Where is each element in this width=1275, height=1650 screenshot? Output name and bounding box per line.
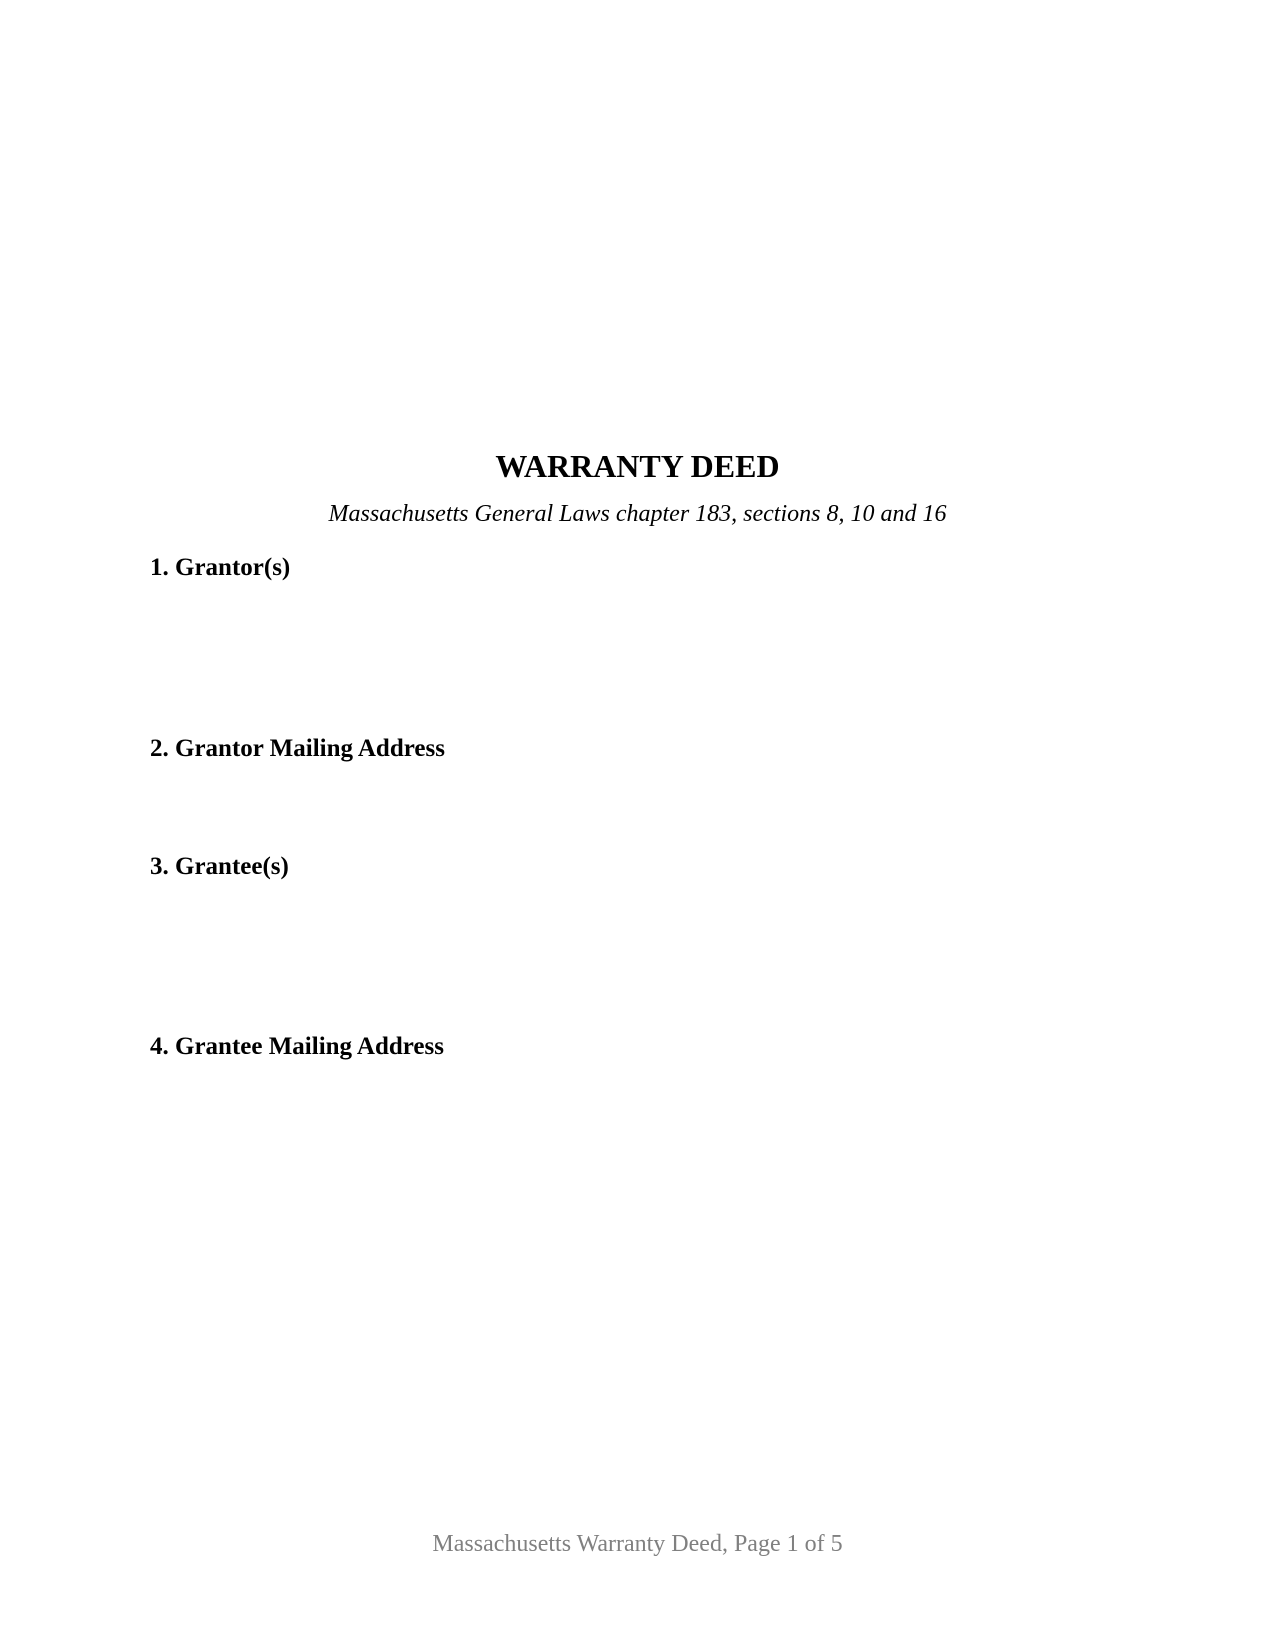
section-heading-grantors: 1. Grantor(s) bbox=[150, 554, 291, 581]
section-heading-grantor-mailing-address: 2. Grantor Mailing Address bbox=[150, 735, 445, 762]
section-heading-grantees: 3. Grantee(s) bbox=[150, 853, 289, 880]
document-subtitle: Massachusetts General Laws chapter 183, sections 8, 10 and 16 bbox=[328, 501, 947, 527]
page-footer: Massachusetts Warranty Deed, Page 1 of 5 bbox=[432, 1531, 843, 1557]
section-heading-grantee-mailing-address: 4. Grantee Mailing Address bbox=[150, 1033, 444, 1060]
document-title: WARRANTY DEED bbox=[495, 448, 780, 484]
